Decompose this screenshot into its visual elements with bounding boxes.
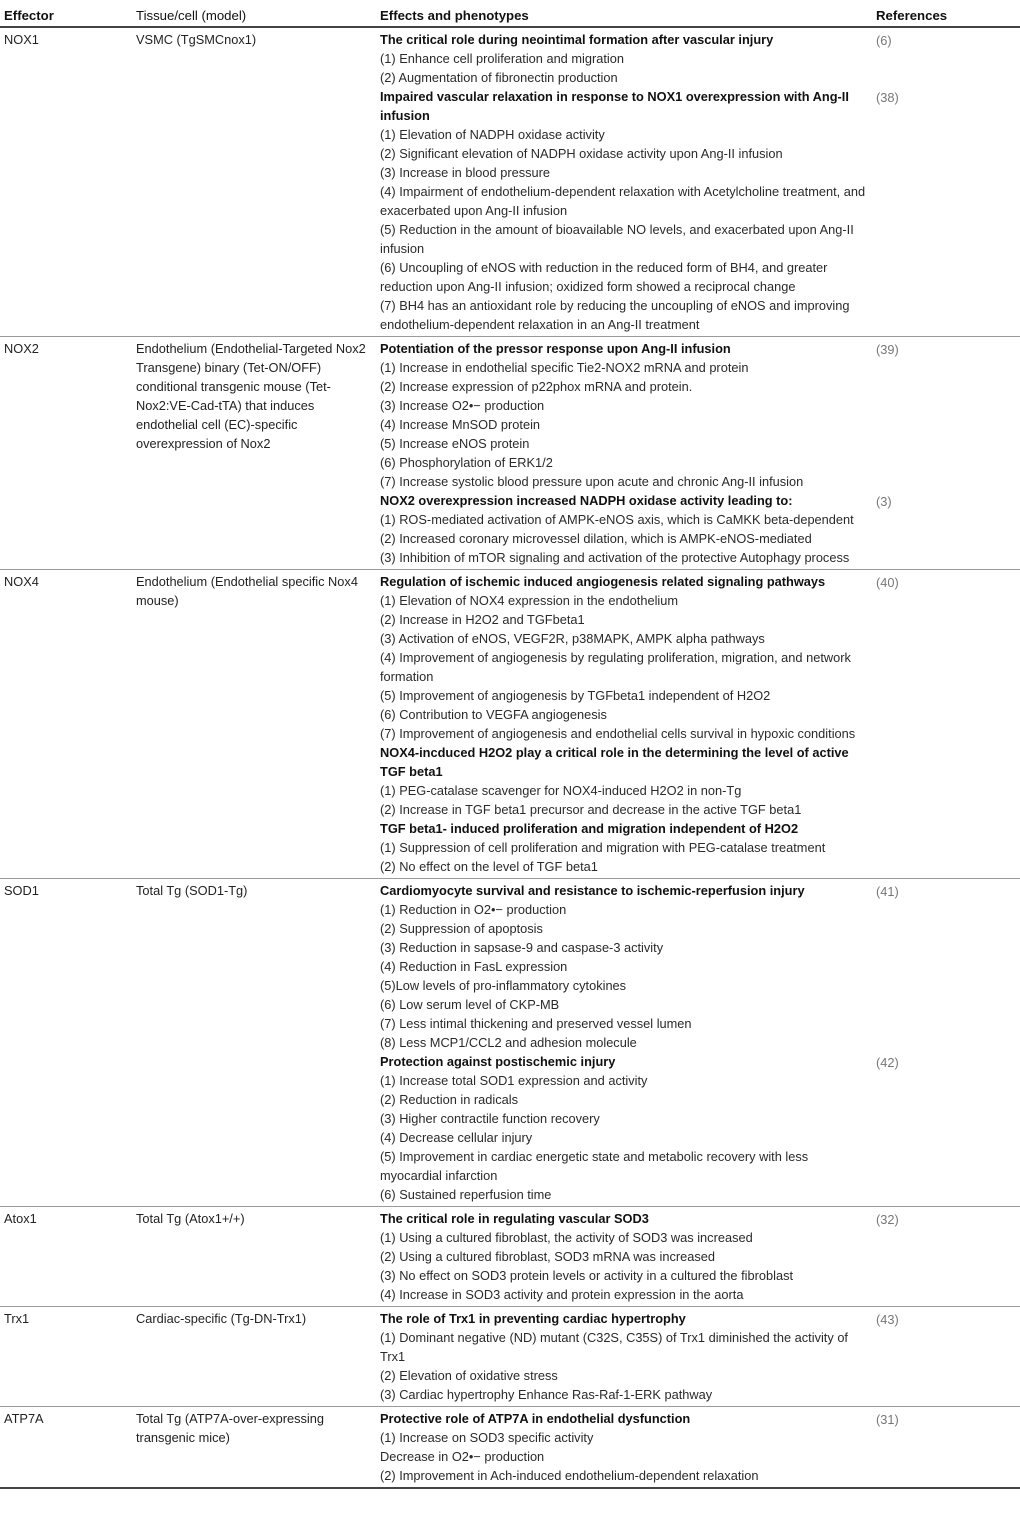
effect-item: (6) Sustained reperfusion time	[380, 1187, 552, 1202]
effect-item: (4) Increase in SOD3 activity and protein expression in the aorta	[380, 1287, 744, 1302]
effect-item: (2) Increase in TGF beta1 precursor and decrease in the active TGF beta1	[380, 802, 802, 817]
effect-item: (1) Increase on SOD3 specific activity	[380, 1430, 594, 1445]
effector-cell: Trx1	[0, 1307, 132, 1407]
effect-heading: TGF beta1- induced proliferation and migration independent of H2O2	[380, 821, 799, 836]
effect-heading: The critical role during neointimal formation after vascular injury	[380, 32, 774, 47]
tissue-cell: Total Tg (ATP7A-over-expressing transgenic mice)	[132, 1407, 376, 1489]
reference: (3)	[876, 493, 892, 509]
effect-item: (1) Increase total SOD1 expression and activity	[380, 1073, 648, 1088]
effect-item: (1) Using a cultured fibroblast, the activity of SOD3 was increased	[380, 1230, 753, 1245]
effect-item: (3) Activation of eNOS, VEGF2R, p38MAPK, AMPK alpha pathways	[380, 631, 765, 646]
effect-heading: Potentiation of the pressor response upon Ang-II infusion	[380, 341, 731, 356]
effect-item: (4) Increase MnSOD protein	[380, 417, 541, 432]
header-effects: Effects and phenotypes	[376, 2, 872, 27]
tissue-cell: Total Tg (SOD1-Tg)	[132, 879, 376, 1207]
effect-item: (1) Elevation of NOX4 expression in the endothelium	[380, 593, 679, 608]
tissue-cell: VSMC (TgSMCnox1)	[132, 27, 376, 337]
effect-item: (4) Reduction in FasL expression	[380, 959, 568, 974]
references-cell	[872, 570, 1020, 879]
effects-cell	[376, 570, 872, 879]
effect-item: (2) Increase expression of p22phox mRNA and protein.	[380, 379, 693, 394]
tissue-cell: Endothelium (Endothelial-Targeted Nox2 Transgene) binary (Tet-ON/OFF) conditional transgenic mouse (Tet-Nox2:VE-Cad-tTA) that induces endothelial cell (EC)-specific overexpression of Nox2	[132, 337, 376, 570]
effect-item: (5) Improvement in cardiac energetic state and metabolic recovery with less myocardial infarction	[380, 1149, 809, 1183]
table-row	[0, 337, 1020, 570]
effector-cell: NOX1	[0, 27, 132, 337]
references-cell	[872, 879, 1020, 1207]
effect-item: (3) Inhibition of mTOR signaling and activation of the protective Autophagy process	[380, 550, 850, 565]
references-cell	[872, 1407, 1020, 1489]
effect-item: (7) Less intimal thickening and preserved vessel lumen	[380, 1016, 692, 1031]
effect-heading: The role of Trx1 in preventing cardiac hypertrophy	[380, 1311, 686, 1326]
effect-item: (1) Reduction in O2•− production	[380, 902, 567, 917]
effector-cell: Atox1	[0, 1207, 132, 1307]
effect-heading: Protection against postischemic injury	[380, 1054, 616, 1069]
effector-cell: ATP7A	[0, 1407, 132, 1489]
references-cell	[872, 27, 1020, 337]
effect-item: (2) Suppression of apoptosis	[380, 921, 543, 936]
effects-cell	[376, 27, 872, 337]
reference: (41)	[876, 883, 899, 899]
effect-item: (3) Increase in blood pressure	[380, 165, 551, 180]
effect-item: (2) Increase in H2O2 and TGFbeta1	[380, 612, 585, 627]
tissue-cell: Cardiac-specific (Tg-DN-Trx1)	[132, 1307, 376, 1407]
header-tissue: Tissue/cell (model)	[132, 2, 376, 27]
effect-heading: The critical role in regulating vascular SOD3	[380, 1211, 649, 1226]
effect-heading: Regulation of ischemic induced angiogenesis related signaling pathways	[380, 574, 826, 589]
table-row	[0, 1207, 1020, 1307]
reference: (42)	[876, 1054, 899, 1070]
effects-cell	[376, 1207, 872, 1307]
references-cell	[872, 337, 1020, 570]
effect-heading: NOX4-incduced H2O2 play a critical role in the determining the level of active TGF beta1	[380, 745, 849, 779]
effect-item: (2) Using a cultured fibroblast, SOD3 mRNA was increased	[380, 1249, 715, 1264]
effect-heading: Protective role of ATP7A in endothelial dysfunction	[380, 1411, 691, 1426]
tissue-cell: Total Tg (Atox1+/+)	[132, 1207, 376, 1307]
effectors-table	[0, 2, 1020, 1489]
references-cell	[872, 1307, 1020, 1407]
header-effector: Effector	[0, 2, 132, 27]
reference: (32)	[876, 1211, 899, 1227]
effects-cell	[376, 879, 872, 1207]
effects-cell	[376, 1407, 872, 1489]
reference: (40)	[876, 574, 899, 590]
effect-heading: Cardiomyocyte survival and resistance to ischemic-reperfusion injury	[380, 883, 805, 898]
table-row	[0, 1407, 1020, 1489]
effect-item: (3) Reduction in sapsase-9 and caspase-3 activity	[380, 940, 664, 955]
effect-item: (6) Low serum level of CKP-MB	[380, 997, 560, 1012]
effector-cell: NOX2	[0, 337, 132, 570]
table-body	[0, 27, 1020, 1488]
effector-cell: SOD1	[0, 879, 132, 1207]
reference: (39)	[876, 341, 899, 357]
effect-heading: Impaired vascular relaxation in response to NOX1 overexpression with Ang-II infusion	[380, 89, 849, 123]
effect-item: (6) Phosphorylation of ERK1/2	[380, 455, 553, 470]
reference: (38)	[876, 90, 899, 105]
effect-item: (5) Reduction in the amount of bioavailable NO levels, and exacerbated upon Ang-II infusion	[380, 222, 854, 256]
effect-item: (2) Elevation of oxidative stress	[380, 1368, 558, 1383]
reference: (6)	[876, 33, 892, 48]
effect-item: (2) Significant elevation of NADPH oxidase activity upon Ang-II infusion	[380, 146, 783, 161]
effect-item: (2) Increased coronary microvessel dilation, which is AMPK-eNOS-mediated	[380, 531, 812, 546]
tissue-cell: Endothelium (Endothelial specific Nox4 mouse)	[132, 570, 376, 879]
references-cell	[872, 1207, 1020, 1307]
effect-item: (7) BH4 has an antioxidant role by reducing the uncoupling of eNOS and improving endothelium-dependent relaxation in an Ang-II treatment	[380, 298, 850, 332]
table-row	[0, 570, 1020, 879]
table-row	[0, 27, 1020, 337]
effect-item: (7) Improvement of angiogenesis and endothelial cells survival in hypoxic conditions	[380, 726, 856, 741]
effect-item: (2) Reduction in radicals	[380, 1092, 518, 1107]
effect-item: (5) Improvement of angiogenesis by TGFbeta1 independent of H2O2	[380, 688, 771, 703]
effect-item: (3) No effect on SOD3 protein levels or activity in a cultured the fibroblast	[380, 1268, 794, 1283]
effect-item: (1) Increase in endothelial specific Tie2-NOX2 mRNA and protein	[380, 360, 749, 375]
effect-item: (3) Increase O2•− production	[380, 398, 545, 413]
effect-item: (7) Increase systolic blood pressure upon acute and chronic Ang-II infusion	[380, 474, 804, 489]
reference: (31)	[876, 1411, 899, 1427]
effect-item: (5) Increase eNOS protein	[380, 436, 530, 451]
effect-item: (1) Dominant negative (ND) mutant (C32S, C35S) of Trx1 diminished the activity of Trx1	[380, 1330, 848, 1364]
effect-item: (1) Enhance cell proliferation and migration	[380, 51, 624, 66]
effects-cell	[376, 1307, 872, 1407]
effect-item: (1) PEG-catalase scavenger for NOX4-induced H2O2 in non-Tg	[380, 783, 742, 798]
effect-item: (6) Uncoupling of eNOS with reduction in the reduced form of BH4, and greater reduction upon Ang-II infusion; oxidized form showed a reciprocal change	[380, 260, 828, 294]
header-references: References	[872, 2, 1020, 27]
effect-item: (3) Higher contractile function recovery	[380, 1111, 600, 1126]
effect-item: (1) Suppression of cell proliferation and migration with PEG-catalase treatment	[380, 840, 826, 855]
reference: (43)	[876, 1311, 899, 1327]
effect-item: (2) Improvement in Ach-induced endothelium-dependent relaxation	[380, 1468, 759, 1483]
effect-item: (4) Impairment of endothelium-dependent relaxation with Acetylcholine treatment, and exacerbated upon Ang-II infusion	[380, 184, 866, 218]
table-row	[0, 1307, 1020, 1407]
effect-item: (1) Elevation of NADPH oxidase activity	[380, 127, 605, 142]
table-row	[0, 879, 1020, 1207]
effect-item: (3) Cardiac hypertrophy Enhance Ras-Raf-1-ERK pathway	[380, 1387, 713, 1402]
effect-item: (4) Decrease cellular injury	[380, 1130, 533, 1145]
effect-item: (2) Augmentation of fibronectin production	[380, 70, 618, 85]
effect-item: (5)Low levels of pro-inflammatory cytokines	[380, 978, 627, 993]
effect-item: Decrease in O2•− production	[380, 1449, 545, 1464]
effector-cell: NOX4	[0, 570, 132, 879]
effect-item: (6) Contribution to VEGFA angiogenesis	[380, 707, 607, 722]
effect-item: (4) Improvement of angiogenesis by regulating proliferation, migration, and network formation	[380, 650, 851, 684]
effect-heading: NOX2 overexpression increased NADPH oxidase activity leading to:	[380, 493, 793, 508]
effects-cell	[376, 337, 872, 570]
effect-item: (1) ROS-mediated activation of AMPK-eNOS axis, which is CaMKK beta-dependent	[380, 512, 854, 527]
effect-item: (2) No effect on the level of TGF beta1	[380, 859, 598, 874]
table-header	[0, 2, 1020, 27]
effect-item: (8) Less MCP1/CCL2 and adhesion molecule	[380, 1035, 637, 1050]
